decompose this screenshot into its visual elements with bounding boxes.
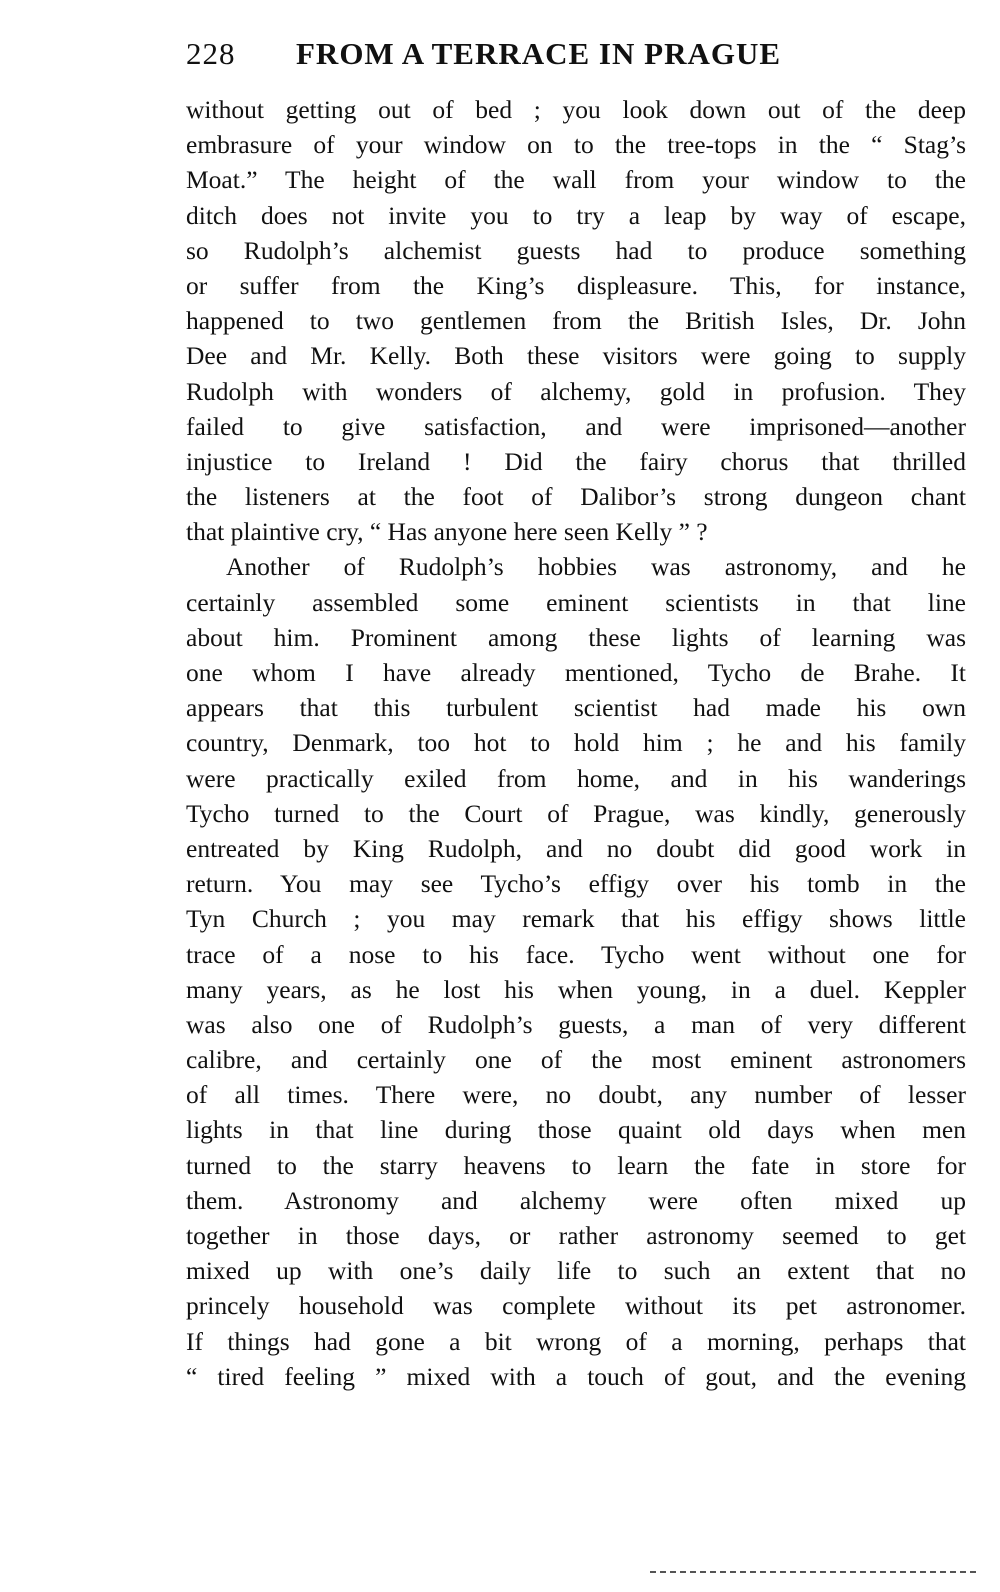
text-line: lights in that line during those quaint old days when men (186, 1115, 966, 1145)
running-title: FROM A TERRACE IN PRAGUE (296, 36, 782, 71)
text-line: or suffer from the King’s displeasure. This, for instance, (186, 270, 966, 300)
text-line: appears that this turbulent scientist had made his own (186, 693, 966, 723)
text-line: Another of Rudolph’s hobbies was astronomy, and he (226, 552, 966, 582)
text-line: ditch does not invite you to try a leap by way of escape, (186, 200, 966, 230)
text-line: about him. Prominent among these lights of learning was (186, 622, 966, 652)
text-line: without getting out of bed ; you look down out of the deep (186, 95, 966, 124)
text-line: return. You may see Tycho’s effigy over his tomb in the (186, 869, 966, 899)
text-line: Tycho turned to the Court of Prague, was kindly, generously (186, 798, 966, 828)
text-line: If things had gone a bit wrong of a morning, perhaps that (186, 1326, 966, 1356)
text-line: turned to the starry heavens to learn the fate in store for (186, 1150, 966, 1180)
text-line: many years, as he lost his when young, in a duel. Keppler (186, 974, 966, 1004)
body-text (186, 92, 966, 1394)
paragraph-1 (186, 92, 966, 549)
text-line: together in those days, or rather astronomy seemed to get (186, 1221, 966, 1250)
text-line: failed to give satisfaction, and were imprisoned—another (186, 411, 966, 441)
text-line: was also one of Rudolph’s guests, a man of very different (186, 1009, 966, 1039)
running-head (186, 32, 866, 76)
text-line: trace of a nose to his face. Tycho went without one for (186, 939, 966, 969)
text-line: them. Astronomy and alchemy were often mixed up (186, 1185, 966, 1215)
text-line: Rudolph with wonders of alchemy, gold in profusion. They (186, 376, 966, 406)
text-line: certainly assembled some eminent scientists in that line (186, 587, 966, 617)
text-line: the listeners at the foot of Dalibor’s strong dungeon chant (186, 482, 966, 512)
text-line: were practically exiled from home, and in his wanderings (186, 763, 966, 793)
text-line: country, Denmark, too hot to hold him ; he and his family (186, 728, 966, 758)
paragraph-2 (186, 549, 966, 1394)
text-line: mixed up with one’s daily life to such an extent that no (186, 1256, 966, 1286)
text-line: so Rudolph’s alchemist guests had to produce something (186, 235, 966, 265)
text-line: entreated by King Rudolph, and no doubt did good work in (186, 833, 966, 863)
text-line: “ tired feeling ” mixed with a touch of gout, and the evening (186, 1361, 966, 1391)
text-line: princely household was complete without its pet astronomer. (186, 1291, 966, 1321)
text-line: one whom I have already mentioned, Tycho de Brahe. It (186, 658, 966, 687)
text-line: happened to two gentlemen from the British Isles, Dr. John (186, 306, 966, 336)
text-line: Tyn Church ; you may remark that his effigy shows little (186, 904, 966, 934)
text-line: embrasure of your window on to the tree-tops in the “ Stag’s (186, 130, 966, 160)
text-line: injustice to Ireland ! Did the fairy chorus that thrilled (186, 446, 966, 476)
text-line: calibre, and certainly one of the most eminent astronomers (186, 1045, 966, 1075)
text-line: that plaintive cry, “ Has anyone here seen Kelly ” ? (186, 517, 708, 547)
text-line: of all times. There were, no doubt, any number of lesser (186, 1080, 966, 1110)
footer-rule (650, 1571, 976, 1573)
text-line: Dee and Mr. Kelly. Both these visitors were going to supply (186, 341, 966, 371)
text-line: Moat.” The height of the wall from your window to the (186, 165, 966, 195)
page-number: 228 (186, 36, 236, 71)
